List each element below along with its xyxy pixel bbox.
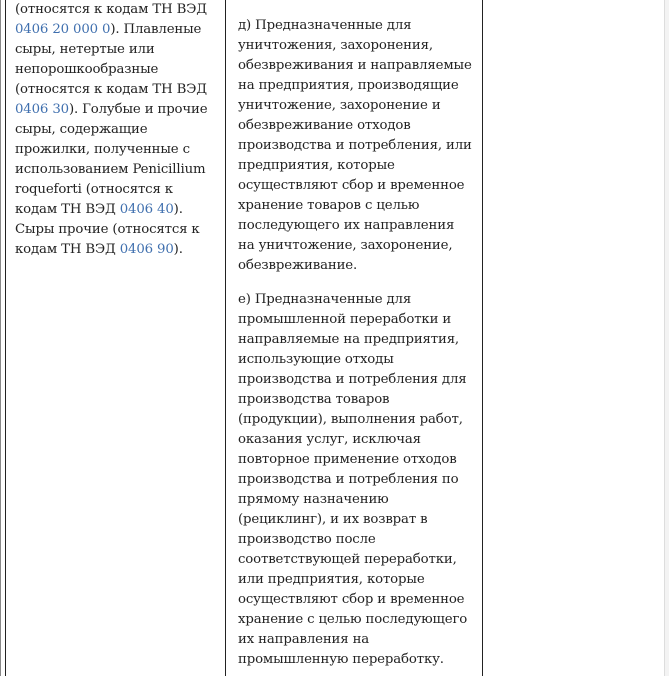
text-segment: ). Сыры прочие (относятся к кодам ТН ВЭД bbox=[15, 202, 200, 257]
tnved-code-link-1[interactable]: 0406 20 000 0 bbox=[15, 22, 111, 37]
text-segment: ). bbox=[173, 242, 183, 257]
table-cell-left bbox=[5, 0, 226, 676]
vertical-scrollbar[interactable] bbox=[664, 0, 669, 676]
text-segment: (относятся к кодам ТН ВЭД bbox=[15, 2, 207, 17]
cheese-codes-paragraph bbox=[15, 0, 218, 260]
item-e-paragraph: е) Предназначенные для промышленной переработки и направляемые на предприятия, использующие отходы производства и потребления для производства товаров (продукции), выполнения работ, оказания услуг, исключая повторное применение отходов производства и потребления по прямому назначению (рециклинг), и их возврат в производство после соответствующей переработки, или предприятия, которые осуществляют сбор и временное хранение с целью последующего их направления на промышленную переработку. bbox=[238, 292, 468, 667]
tnved-code-link-3[interactable]: 0406 40 bbox=[119, 202, 174, 217]
text-segment: ). Голубые и прочие сыры, содержащие прожилки, полученные с использованием Penicillium roqueforti (относятся к кодам ТН ВЭД bbox=[15, 102, 208, 217]
item-d-paragraph: д) Предназначенные для уничтожения, захоронения, обезвреживания и направляемые на предприятия, производящие уничтожение, захоронение и обезвреживание отходов производства и потребления, или предприятия, которые осуществляют сбор и временное хранение товаров с целью последующего их направления на уничтожение, захоронение, обезвреживание. bbox=[238, 18, 472, 273]
table-cell-right bbox=[482, 0, 666, 676]
text-segment: ). Плавленые сыры, нетертые или непорошкообразные (относятся к кодам ТН ВЭД bbox=[15, 22, 207, 97]
tnved-code-link-2[interactable]: 0406 30 bbox=[15, 102, 69, 117]
table-cell-middle bbox=[225, 0, 483, 676]
tnved-code-link-4[interactable]: 0406 90 bbox=[119, 242, 174, 257]
